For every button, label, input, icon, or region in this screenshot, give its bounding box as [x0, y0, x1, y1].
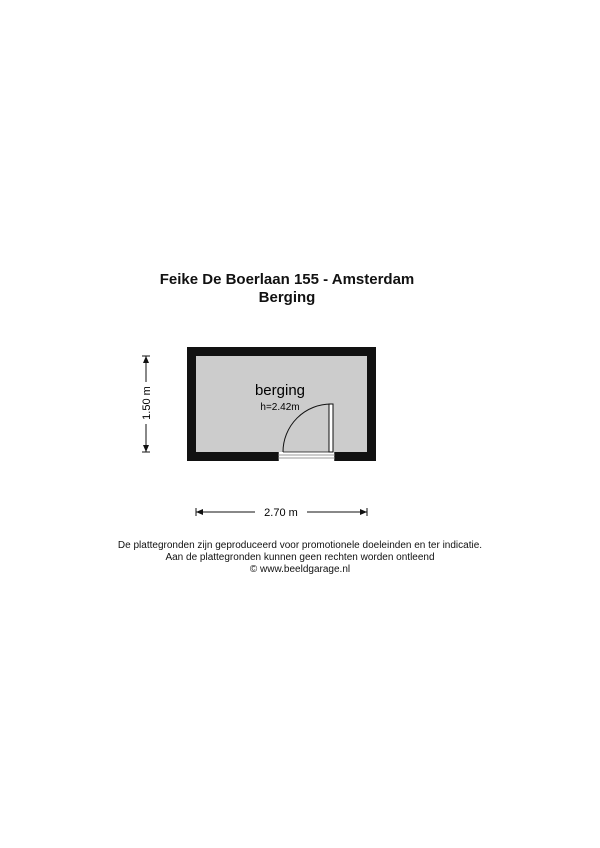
width-dimension-label: 2.70 m	[264, 507, 298, 519]
room-name-label: berging	[254, 382, 306, 399]
arrow-up-icon	[143, 356, 149, 363]
arrow-right-icon	[360, 509, 367, 515]
depth-dimension-label: 1.50 m	[141, 386, 153, 420]
room-height-label: h=2.42m	[260, 402, 300, 413]
door-opening	[278, 452, 335, 461]
arrow-down-icon	[143, 445, 149, 452]
plan-subtitle: Berging	[258, 289, 316, 306]
width-dimension	[196, 507, 367, 519]
copyright-line: © www.beeldgarage.nl	[249, 564, 351, 575]
disclaimer-line: Aan de plattegronden kunnen geen rechten worden ontleend	[165, 552, 435, 563]
depth-dimension	[141, 356, 153, 452]
disclaimer-line: De plattegronden zijn geproduceerd voor promotionele doeleinden en ter indicatie.	[117, 540, 483, 551]
arrow-left-icon	[196, 509, 203, 515]
plan-title: Feike De Boerlaan 155 - Amsterdam	[159, 271, 415, 288]
door-leaf	[329, 404, 333, 452]
